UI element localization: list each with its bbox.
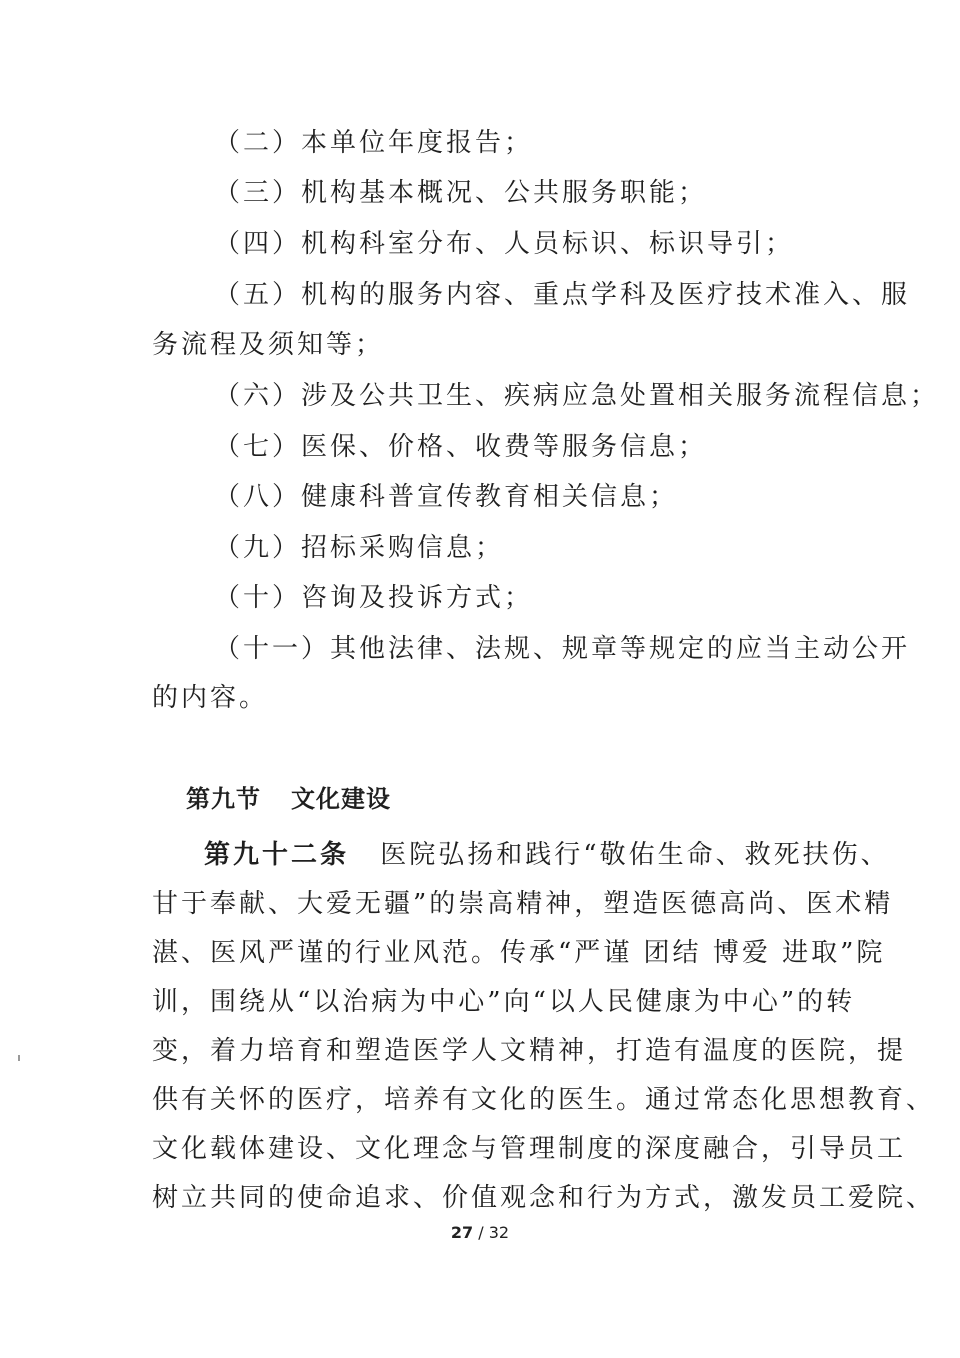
list-item: （三）机构基本概况、公共服务职能；	[214, 178, 708, 208]
article-line: 供有关怀的医疗，培养有文化的医生。通过常态化思想教育、	[152, 1085, 936, 1115]
list-item: （四）机构科室分布、人员标识、标识导引；	[214, 229, 795, 259]
article-line: 变，着力培育和塑造医学人文精神，打造有温度的医院，提	[152, 1036, 907, 1066]
article-line: 湛、医风严谨的行业风范。传承“严谨 团结 博爱 进取”院	[152, 938, 886, 968]
list-item: （七）医保、价格、收费等服务信息；	[214, 432, 708, 462]
article-label: 第九十二条	[204, 840, 350, 870]
scan-mark	[18, 1055, 20, 1061]
page-number	[0, 1223, 960, 1243]
list-item-continuation: 务流程及须知等；	[152, 330, 385, 360]
list-item: （八）健康科普宣传教育相关信息；	[214, 482, 679, 512]
article-first-line	[204, 840, 890, 870]
current-page: 27	[450, 1223, 474, 1242]
section-number: 第九节	[186, 784, 261, 813]
list-item: （十）咨询及投诉方式；	[214, 583, 534, 613]
section-heading	[186, 784, 391, 814]
list-item: （九）招标采购信息；	[214, 533, 505, 563]
section-title: 文化建设	[291, 784, 391, 813]
list-item: （六）涉及公共卫生、疾病应急处置相关服务流程信息；	[214, 381, 940, 411]
article-line: 训，围绕从“以治病为中心”向“以人民健康为中心”的转	[152, 987, 856, 1017]
list-item	[214, 280, 911, 310]
article-line: 医院弘扬和践行“敬佑生命、救死扶伤、	[380, 840, 890, 870]
list-item: （二）本单位年度报告；	[214, 128, 534, 158]
list-item: （十一）其他法律、法规、规章等规定的应当主动公开	[214, 634, 911, 664]
total-pages: / 32	[478, 1223, 510, 1242]
list-item-continuation: 的内容。	[152, 683, 269, 713]
article-line: 甘于奉献、大爱无疆”的崇高精神，塑造医德高尚、医术精	[152, 889, 894, 919]
list-item-text: （五）机构的服务内容、重点学科及医疗技术准入、服	[214, 280, 911, 310]
article-line: 树立共同的使命追求、价值观念和行为方式，激发员工爱院、	[152, 1183, 936, 1213]
article-line: 文化载体建设、文化理念与管理制度的深度融合，引导员工	[152, 1134, 907, 1164]
